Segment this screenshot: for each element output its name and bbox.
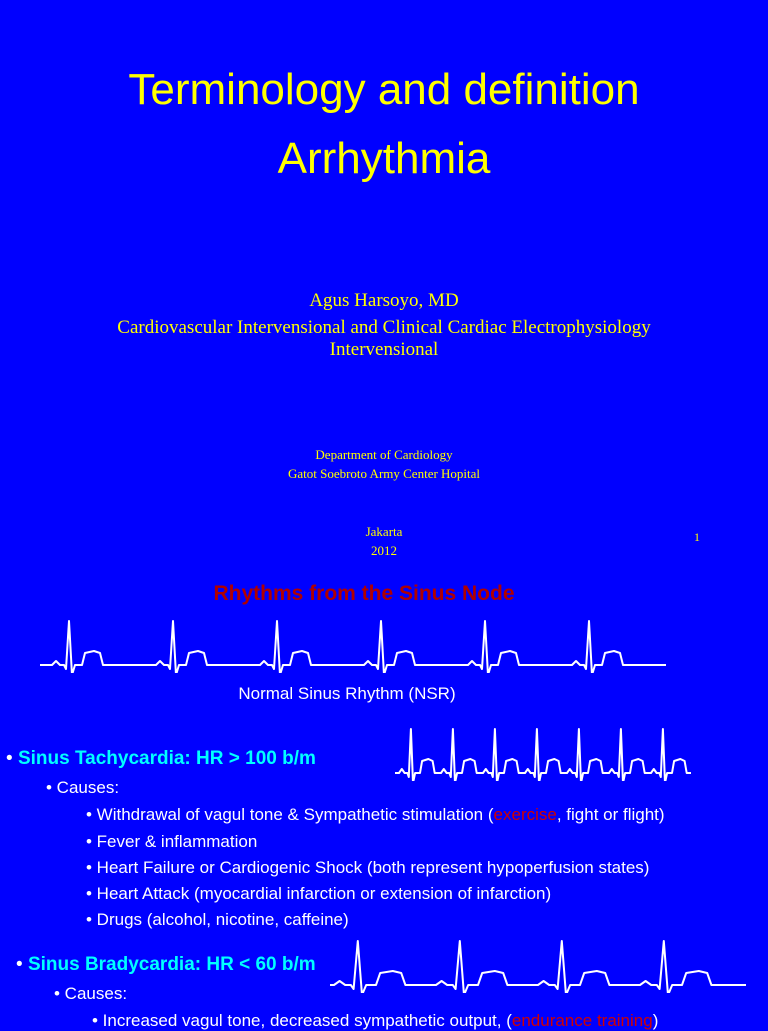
slide-title: Rhythms from the Sinus Node — [213, 582, 515, 605]
nsr-caption: Normal Sinus Rhythm (NSR) — [238, 684, 456, 703]
ecg-tachy-strip — [395, 725, 695, 781]
ecg-trace — [40, 621, 666, 673]
slide-title-line1: Terminology and definition — [128, 65, 640, 114]
tachy-heading-text: Sinus Tachycardia: HR > 100 b/m — [17, 748, 316, 769]
highlight-endurance-training: endurance training — [511, 1011, 653, 1030]
brady-bullet: • — [16, 954, 23, 975]
affiliation-line2: Intervensional — [329, 339, 439, 360]
city: Jakarta — [365, 524, 403, 539]
department: Department of Cardiology — [315, 447, 453, 462]
page-number: 1 — [694, 530, 700, 544]
tachy-cause-4: • Heart Attack (myocardial infarction or extension of infarction) — [86, 884, 552, 903]
brady-causes-label: • Causes: — [54, 984, 128, 1003]
tachy-bullet: • — [6, 748, 13, 769]
ecg-brady-strip — [330, 933, 750, 993]
tachy-cause-5: • Drugs (alcohol, nicotine, caffeine) — [86, 910, 349, 929]
tachy-cause-1: • Withdrawal of vagul tone & Sympathetic stimulation (exercise, fight or flight) — [86, 805, 665, 824]
brady-heading-text: Sinus Bradycardia: HR < 60 b/m — [27, 954, 316, 975]
highlight-exercise: exercise — [493, 805, 557, 824]
ecg-trace — [330, 941, 746, 993]
author-name: Agus Harsoyo, MD — [309, 290, 459, 311]
slide-title-line2: Arrhythmia — [277, 134, 491, 183]
ecg-trace — [395, 729, 691, 781]
brady-heading — [16, 954, 316, 976]
brady-cause-1: • Increased vagul tone, decreased sympathetic output, (endurance training) — [92, 1011, 659, 1030]
hospital: Gatot Soebroto Army Center Hopital — [287, 466, 481, 481]
tachy-heading — [6, 748, 316, 770]
tachy-cause-2: • Fever & inflammation — [86, 832, 258, 851]
tachy-causes-label: • Causes: — [46, 778, 120, 797]
tachy-cause-3: • Heart Failure or Cardiogenic Shock (both represent hypoperfusion states) — [86, 858, 650, 877]
ecg-nsr-strip — [40, 613, 670, 673]
sinus-rhythm-slide — [0, 575, 768, 1030]
affiliation-line1: Cardiovascular Intervensional and Clinical Cardiac Electrophysiology — [117, 317, 651, 338]
year: 2012 — [371, 543, 397, 558]
